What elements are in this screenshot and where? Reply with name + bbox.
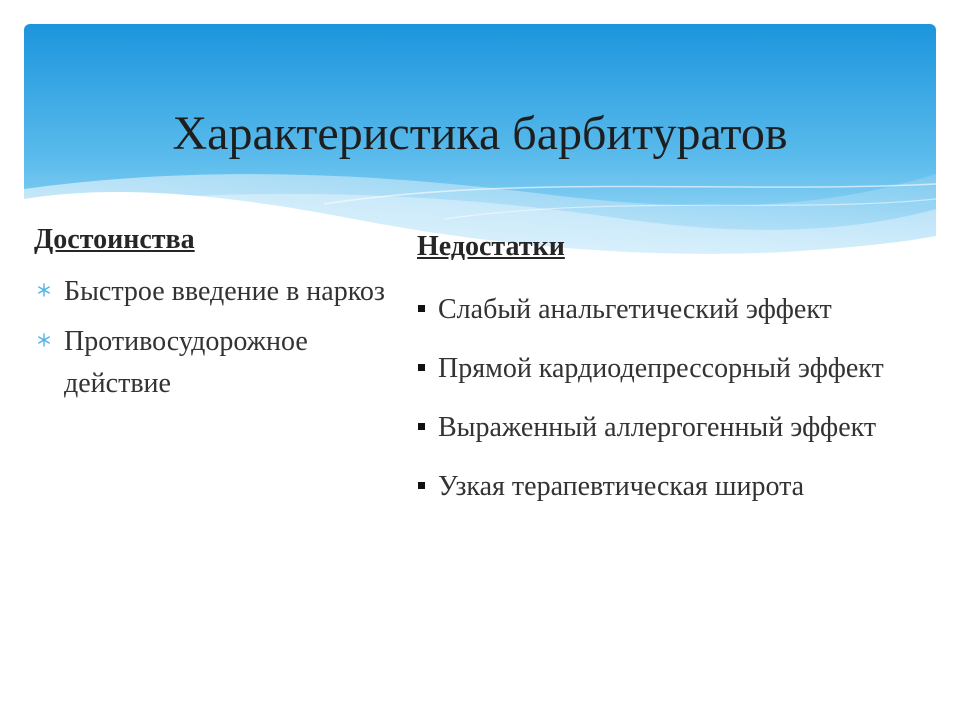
square-bullet-icon: [418, 305, 425, 312]
disadvantage-text: Выраженный аллергогенный эффект: [438, 412, 877, 443]
list-item: [416, 407, 946, 449]
advantage-text: Быстрое введение в наркоз: [64, 276, 385, 307]
disadvantage-text: Узкая терапевтическая широта: [438, 471, 805, 502]
advantages-heading: Достоинства: [34, 224, 195, 255]
disadvantage-text: Слабый анальгетический эффект: [438, 294, 832, 325]
advantage-text: Противосудорожное действие: [64, 326, 308, 399]
disadvantages-heading: Недостатки: [417, 231, 565, 262]
asterisk-icon: [36, 321, 52, 363]
asterisk-icon: [36, 271, 52, 313]
disadvantage-text: Прямой кардиодепрессорный эффект: [438, 353, 884, 384]
list-item: [36, 271, 416, 313]
list-item: [36, 321, 416, 405]
slide-title: Характеристика барбитуратов: [172, 107, 788, 160]
advantages-list: [36, 271, 416, 413]
disadvantages-list: [416, 289, 946, 525]
list-item: [416, 348, 946, 390]
square-bullet-icon: [418, 482, 425, 489]
square-bullet-icon: [418, 423, 425, 430]
list-item: [416, 466, 946, 508]
square-bullet-icon: [418, 364, 425, 371]
list-item: [416, 289, 946, 331]
